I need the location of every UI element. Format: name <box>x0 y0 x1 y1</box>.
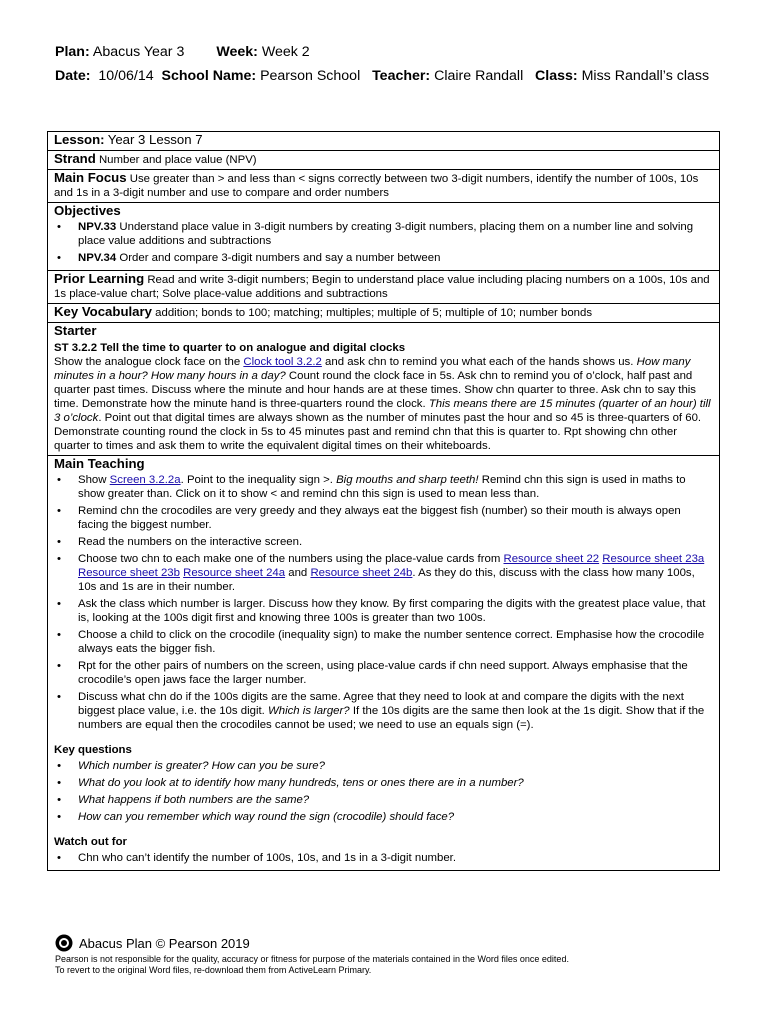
teaching-step <box>54 552 713 594</box>
key-question: • What happens if both numbers are the same? <box>54 793 713 807</box>
key-questions-label: Key questions <box>54 744 132 756</box>
step-text: . Point to the inequality sign >. <box>180 474 333 486</box>
key-vocabulary-row <box>48 304 720 323</box>
step-text: . As they do this, discuss with the class how many 100s, 10s and 1s are in their number. <box>78 567 695 593</box>
step-emphasis: Which is larger? <box>267 705 350 717</box>
objective-item <box>54 251 713 265</box>
teaching-step: • Choose a child to click on the crocodile (inequality sign) to make the number sentence correct. Emphasise how the crocodile always eats the bigger fish. <box>54 628 713 656</box>
step-text: Show <box>78 474 107 486</box>
step-text: Remind chn this sign is used in maths to show greater than. Click on it to show < and remind chn this sign is used to mean less than. <box>78 474 686 500</box>
lesson-label: Lesson: <box>54 132 105 147</box>
resource-sheet-link[interactable]: Resource sheet 24a <box>183 567 286 579</box>
step-emphasis: Big mouths and sharp teeth! <box>336 474 479 486</box>
footer <box>55 934 735 976</box>
objectives-label: Objectives <box>54 203 121 218</box>
main-focus-label: Main Focus <box>54 170 127 185</box>
footer-brand-row <box>55 934 735 952</box>
starter-text-2: and ask chn to remind you what each of the hands shows us. <box>325 356 634 368</box>
teaching-step: • Read the numbers on the interactive screen. <box>54 535 713 549</box>
footer-revert-note: To revert to the original Word files, re-download them from ActiveLearn Primary. <box>55 965 372 975</box>
step-text: and <box>288 567 308 579</box>
class-label: Class: <box>535 68 578 84</box>
objective-code: NPV.34 <box>78 252 117 264</box>
resource-sheet-link[interactable]: Resource sheet 24b <box>310 567 413 579</box>
lesson-row <box>48 132 720 151</box>
starter-row <box>48 323 720 456</box>
starter-text <box>54 355 713 453</box>
teaching-step: • Remind chn the crocodiles are very greedy and they always eat the biggest fish (number) so their mouth is always open facing the biggest number. <box>54 504 713 532</box>
plan-value: Abacus Year 3 <box>92 44 185 60</box>
strand-label: Strand <box>54 151 96 166</box>
teacher-value: Claire Randall <box>434 68 524 84</box>
resource-sheet-link[interactable]: Resource sheet 23a <box>602 553 705 565</box>
watch-out-label: Watch out for <box>54 836 127 848</box>
lesson-value: Year 3 Lesson 7 <box>107 132 203 147</box>
date-value: 10/06/14 <box>98 68 154 84</box>
starter-text-4: . Point out that digital times are always shown as the number of minutes past the hour and so 45 is three-quarters of 60. Demonstrate counting round the clock in 5s to 45 minutes past and remind chn that this is quarter to. Rpt showing chn other quarter to times and ask them to write the equivalent digital times on their whiteboards. <box>54 412 702 452</box>
class-value: Miss Randall’s class <box>581 68 710 84</box>
key-question: • What do you look at to identify how many hundreds, tens or ones there are in a number? <box>54 776 713 790</box>
starter-title: ST 3.2.2 Tell the time to quarter to on analogue and digital clocks <box>54 342 406 354</box>
plan-label: Plan: <box>55 44 90 60</box>
key-vocabulary-label: Key Vocabulary <box>54 304 152 319</box>
date-label: Date: <box>55 68 91 84</box>
strand-row <box>48 151 720 170</box>
week-label: Week: <box>216 44 258 60</box>
teaching-step <box>54 473 713 501</box>
step-text: Choose two chn to each make one of the numbers using the place-value cards from <box>78 553 501 565</box>
pearson-logo-icon <box>55 934 73 952</box>
objectives-list <box>54 220 713 265</box>
objectives-row <box>48 203 720 271</box>
main-teaching-label: Main Teaching <box>54 456 145 471</box>
footer-disclaimer: Pearson is not responsible for the quality, accuracy or fitness for purpose of the materials contained in the Word files once edited. <box>55 954 569 964</box>
step-text: Discuss what chn do if the 100s digits are the same. Agree that they need to look at and compare the digits with the next biggest place value, i.e. the 10s digit. <box>78 691 684 717</box>
teaching-step <box>54 690 713 732</box>
week-value: Week 2 <box>261 44 310 60</box>
main-teaching-row <box>48 456 720 871</box>
lesson-plan-table <box>47 131 720 871</box>
plan-week-line <box>55 44 310 61</box>
step-text: If the 10s digits are the same then look at the 1s digit. Show that if the numbers are equal then the crocodiles cannot be used; we need to use an equals sign (=). <box>78 705 705 731</box>
watch-out-item: • Chn who can’t identify the number of 100s, 10s, and 1s in a 3-digit number. <box>54 851 713 865</box>
key-questions-list <box>54 759 713 824</box>
objective-text: Order and compare 3-digit numbers and say a number between <box>119 252 441 264</box>
prior-learning-value: Read and write 3-digit numbers; Begin to understand place value including placing numbers on a 100s, 10s and 1s place-value chart; Solve place-value additions and subtractions <box>54 274 710 300</box>
main-focus-value: Use greater than > and less than < signs correctly between two 3-digit numbers, identify the number of 100s, 10s and 1s in a 3-digit number and use to compare and order numbers <box>54 173 699 199</box>
footer-brand: Abacus Plan © Pearson 2019 <box>79 935 250 951</box>
watch-out-list <box>54 851 713 865</box>
key-vocabulary-value: addition; bonds to 100; matching; multiples; multiple of 5; multiple of 10; number bonds <box>155 307 593 319</box>
prior-learning-label: Prior Learning <box>54 271 145 286</box>
resource-sheet-link[interactable]: Resource sheet 23b <box>78 567 180 579</box>
objective-item <box>54 220 713 248</box>
starter-question: How many minutes in a hour? How many hours in a day? <box>54 356 691 382</box>
school-value: Pearson School <box>260 68 361 84</box>
objective-code: NPV.33 <box>78 221 117 233</box>
key-question: • Which number is greater? How can you be sure? <box>54 759 713 773</box>
prior-learning-row <box>48 271 720 304</box>
starter-text-1: Show the analogue clock face on the <box>54 356 241 368</box>
main-focus-row <box>48 170 720 203</box>
resource-sheet-link[interactable]: Resource sheet 22 <box>503 553 600 565</box>
starter-emphasis: This means there are 15 minutes (quarter of an hour) till 3 o’clock <box>54 398 711 424</box>
school-label: School Name: <box>161 68 257 84</box>
date-school-line <box>55 68 735 85</box>
objective-text: Understand place value in 3-digit numbers by creating 3-digit numbers, placing them on a number line and solving place value additions and subtractions <box>78 221 694 247</box>
teacher-label: Teacher: <box>372 68 431 84</box>
teaching-step: • Ask the class which number is larger. Discuss how they know. By first comparing the digits with the greatest place value, that is, looking at the 100s digit first and knowing three 100s is greater than two 100s. <box>54 597 713 625</box>
starter-label: Starter <box>54 323 97 338</box>
teaching-step: • Rpt for the other pairs of numbers on the screen, using place-value cards if chn need support. Always emphasise that the crocodile’s open jaws face the larger number. <box>54 659 713 687</box>
main-teaching-list <box>54 473 713 732</box>
strand-value: Number and place value (NPV) <box>98 154 257 166</box>
clock-tool-link[interactable]: Clock tool 3.2.2 <box>243 356 322 368</box>
screen-link[interactable]: Screen 3.2.2a <box>109 474 181 486</box>
starter-text-3: Count round the clock face in 5s. Ask chn to remind you of o’clock, half past and quarter past times. Discuss where the minute and hour hands are at these times. Show chn quarter to three. Ask chn to say this time. Demonstrate how the minute hand is three-quarters round the clock. <box>54 370 697 410</box>
key-question: • How can you remember which way round the sign (crocodile) should face? <box>54 810 713 824</box>
